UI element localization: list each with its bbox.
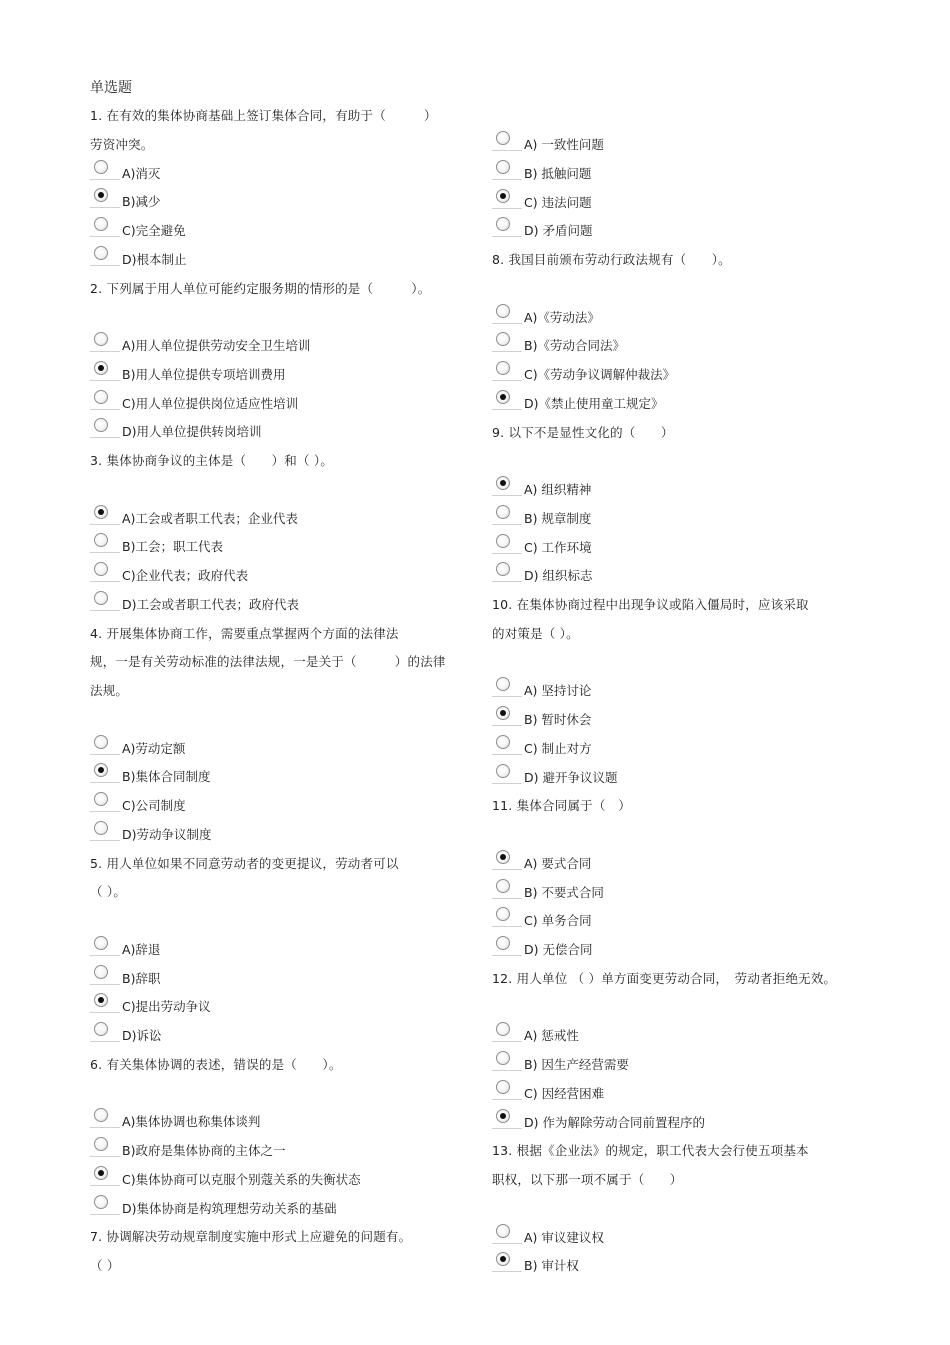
- radio-selected-dot-icon: [500, 394, 506, 400]
- radio-button[interactable]: [492, 761, 522, 784]
- question-text: 的对策是（ ）。: [492, 625, 579, 641]
- radio-button[interactable]: [90, 358, 120, 381]
- answer-option[interactable]: [492, 904, 892, 933]
- answer-option[interactable]: [90, 214, 490, 243]
- answer-option[interactable]: [90, 732, 490, 761]
- radio-circle-icon: [94, 1137, 108, 1151]
- radio-circle-icon: [94, 763, 108, 777]
- answer-option[interactable]: [492, 329, 892, 358]
- radio-button[interactable]: [492, 358, 522, 381]
- radio-button[interactable]: [492, 157, 522, 180]
- option-label: B)集体合同制度: [122, 769, 211, 785]
- answer-option[interactable]: [492, 732, 892, 761]
- option-label: C)公司制度: [122, 798, 186, 813]
- answer-option[interactable]: [492, 876, 892, 905]
- radio-selected-dot-icon: [98, 767, 104, 773]
- radio-button[interactable]: [492, 531, 522, 554]
- radio-circle-icon: [496, 706, 510, 720]
- answer-option[interactable]: [90, 530, 490, 559]
- option-label: C) 制止对方: [524, 740, 592, 756]
- radio-circle-icon: [94, 562, 108, 576]
- question-text: 法规。: [90, 683, 129, 698]
- radio-circle-icon: [94, 505, 108, 519]
- radio-button[interactable]: [90, 990, 120, 1013]
- answer-option[interactable]: [492, 1249, 892, 1278]
- radio-button[interactable]: [492, 732, 522, 755]
- radio-circle-icon: [94, 160, 108, 174]
- radio-button[interactable]: [90, 789, 120, 812]
- radio-button[interactable]: [492, 214, 522, 237]
- option-label: C) 工作环境: [524, 539, 592, 555]
- option-label: C) 单务合同: [524, 913, 592, 929]
- question-text: 11. 集体合同属于（ ）: [492, 798, 631, 814]
- answer-option[interactable]: [492, 1048, 892, 1077]
- option-label: C)提出劳动争议: [122, 999, 211, 1015]
- radio-button[interactable]: [90, 818, 120, 841]
- radio-button[interactable]: [90, 243, 120, 266]
- radio-button[interactable]: [90, 329, 120, 352]
- answer-option[interactable]: [90, 933, 490, 962]
- radio-circle-icon: [496, 476, 510, 490]
- option-label: B) 审计权: [524, 1258, 579, 1274]
- option-label: A)工会或者职工代表；企业代表: [122, 510, 298, 526]
- radio-circle-icon: [496, 907, 510, 921]
- radio-button[interactable]: [492, 502, 522, 525]
- radio-button[interactable]: [492, 559, 522, 582]
- option-label: B) 不要式合同: [524, 884, 604, 900]
- radio-circle-icon: [496, 332, 510, 346]
- radio-circle-icon: [496, 879, 510, 893]
- radio-button[interactable]: [492, 1048, 522, 1071]
- radio-button[interactable]: [492, 876, 522, 899]
- radio-circle-icon: [496, 160, 510, 174]
- question-text: （ ）: [90, 1258, 120, 1273]
- radio-circle-icon: [496, 131, 510, 145]
- radio-button[interactable]: [90, 588, 120, 611]
- radio-circle-icon: [496, 1080, 510, 1094]
- radio-button[interactable]: [90, 1192, 120, 1215]
- radio-circle-icon: [496, 1109, 510, 1123]
- question-text: 规，一是有关劳动标准的法律法规，一是关于（ ）的法律: [90, 654, 446, 670]
- option-label: D) 作为解除劳动合同前置程序的: [524, 1114, 705, 1130]
- answer-option[interactable]: [492, 1221, 892, 1250]
- option-label: A) 要式合同: [524, 855, 592, 871]
- option-label: B)减少: [122, 194, 161, 210]
- answer-option[interactable]: [90, 243, 490, 272]
- answer-option[interactable]: [492, 1019, 892, 1048]
- option-label: C)用人单位提供岗位适应性培训: [122, 395, 299, 411]
- radio-circle-icon: [94, 591, 108, 605]
- question-text: 12. 用人单位 （ ）单方面变更劳动合同， 劳动者拒绝无效。: [492, 970, 837, 986]
- option-label: B) 因生产经营需要: [524, 1057, 629, 1072]
- radio-circle-icon: [94, 418, 108, 432]
- radio-button[interactable]: [90, 559, 120, 582]
- answer-option[interactable]: [90, 760, 490, 789]
- radio-circle-icon: [94, 533, 108, 547]
- answer-option[interactable]: [492, 559, 892, 588]
- radio-button[interactable]: [90, 933, 120, 956]
- question-text: 8. 我国目前颁布劳动行政法规有（ ）。: [492, 252, 731, 267]
- option-label: D)劳动争议制度: [122, 826, 212, 842]
- radio-circle-icon: [94, 246, 108, 260]
- radio-circle-icon: [496, 764, 510, 778]
- option-label: D) 避开争议议题: [524, 769, 618, 785]
- radio-circle-icon: [94, 965, 108, 979]
- answer-option[interactable]: [90, 1105, 490, 1134]
- radio-circle-icon: [94, 1022, 108, 1036]
- radio-button[interactable]: [90, 185, 120, 208]
- radio-circle-icon: [496, 390, 510, 404]
- question-text: 4. 开展集体协商工作，需要重点掌握两个方面的法律法: [90, 625, 399, 641]
- radio-circle-icon: [94, 792, 108, 806]
- radio-circle-icon: [94, 821, 108, 835]
- option-label: D) 矛盾问题: [524, 223, 593, 239]
- question-text: （ ）。: [90, 884, 127, 900]
- radio-circle-icon: [94, 993, 108, 1007]
- answer-option[interactable]: [492, 358, 892, 387]
- radio-button[interactable]: [492, 473, 522, 496]
- option-label: D)根本制止: [122, 251, 187, 267]
- radio-button[interactable]: [90, 415, 120, 438]
- radio-button[interactable]: [492, 329, 522, 352]
- question-text: 劳资冲突。: [90, 136, 154, 152]
- radio-circle-icon: [496, 304, 510, 318]
- option-label: B)工会；职工代表: [122, 539, 223, 555]
- radio-selected-dot-icon: [500, 854, 506, 860]
- radio-button[interactable]: [492, 301, 522, 324]
- radio-circle-icon: [496, 505, 510, 519]
- option-label: A) 坚持讨论: [524, 683, 592, 699]
- option-label: B)用人单位提供专项培训费用: [122, 366, 286, 382]
- radio-circle-icon: [496, 677, 510, 691]
- radio-button[interactable]: [492, 1221, 522, 1244]
- radio-selected-dot-icon: [500, 710, 506, 716]
- option-label: D)用人单位提供转岗培训: [122, 424, 262, 440]
- radio-button[interactable]: [90, 760, 120, 783]
- option-label: D)诉讼: [122, 1028, 162, 1043]
- option-label: A)辞退: [122, 941, 161, 957]
- radio-selected-dot-icon: [500, 1256, 506, 1262]
- answer-option[interactable]: [90, 329, 490, 358]
- radio-circle-icon: [94, 390, 108, 404]
- option-label: C) 违法问题: [524, 194, 592, 210]
- option-label: B) 抵触问题: [524, 165, 592, 181]
- radio-circle-icon: [496, 189, 510, 203]
- radio-circle-icon: [94, 361, 108, 375]
- option-label: C) 因经营困难: [524, 1085, 605, 1101]
- radio-button[interactable]: [492, 703, 522, 726]
- answer-option[interactable]: [492, 1077, 892, 1106]
- option-label: A)劳动定额: [122, 740, 186, 756]
- radio-button[interactable]: [90, 732, 120, 755]
- answer-option[interactable]: [90, 1192, 490, 1221]
- option-label: A)用人单位提供劳动安全卫生培训: [122, 338, 311, 353]
- question-text: 10. 在集体协商过程中出现争议或陷入僵局时，应该采取: [492, 597, 809, 612]
- option-label: B) 暂时休会: [524, 712, 592, 727]
- option-label: A)《劳动法》: [524, 309, 600, 325]
- radio-selected-dot-icon: [500, 480, 506, 486]
- answer-option[interactable]: [492, 933, 892, 962]
- answer-option[interactable]: [492, 301, 892, 330]
- radio-selected-dot-icon: [98, 192, 104, 198]
- answer-option[interactable]: [90, 962, 490, 991]
- answer-option[interactable]: [90, 789, 490, 818]
- radio-selected-dot-icon: [500, 1113, 506, 1119]
- answer-option[interactable]: [90, 1163, 490, 1192]
- radio-circle-icon: [496, 1252, 510, 1266]
- radio-button[interactable]: [492, 674, 522, 697]
- question-text: 1. 在有效的集体协商基础上签订集体合同，有助于（ ）: [90, 108, 437, 123]
- answer-option[interactable]: [492, 531, 892, 560]
- radio-circle-icon: [94, 1108, 108, 1122]
- question-text: 6. 有关集体协调的表述，错误的是（ ）。: [90, 1056, 342, 1072]
- radio-circle-icon: [496, 936, 510, 950]
- answer-option[interactable]: [492, 703, 892, 732]
- radio-selected-dot-icon: [98, 509, 104, 515]
- answer-option[interactable]: [492, 186, 892, 215]
- radio-button[interactable]: [90, 1019, 120, 1042]
- answer-option[interactable]: [492, 214, 892, 243]
- radio-button[interactable]: [492, 1019, 522, 1042]
- radio-circle-icon: [496, 217, 510, 231]
- radio-circle-icon: [496, 361, 510, 375]
- radio-circle-icon: [496, 1224, 510, 1238]
- answer-option[interactable]: [492, 674, 892, 703]
- radio-button[interactable]: [90, 1134, 120, 1157]
- radio-button[interactable]: [90, 214, 120, 237]
- answer-option[interactable]: [90, 358, 490, 387]
- radio-circle-icon: [94, 1166, 108, 1180]
- radio-button[interactable]: [492, 1077, 522, 1100]
- question-text: 2. 下列属于用人单位可能约定服务期的情形的是（ ）。: [90, 280, 431, 296]
- radio-button[interactable]: [492, 128, 522, 151]
- answer-option[interactable]: [492, 473, 892, 502]
- option-label: C)企业代表；政府代表: [122, 568, 249, 583]
- answer-option[interactable]: [492, 1106, 892, 1135]
- radio-circle-icon: [496, 850, 510, 864]
- answer-option[interactable]: [90, 818, 490, 847]
- radio-button[interactable]: [492, 904, 522, 927]
- answer-option[interactable]: [90, 990, 490, 1019]
- answer-option[interactable]: [492, 387, 892, 416]
- radio-button[interactable]: [90, 1163, 120, 1186]
- option-label: B)辞职: [122, 970, 161, 986]
- option-label: C)集体协商可以克服个别蔻关系的失衡状态: [122, 1171, 361, 1187]
- answer-option[interactable]: [492, 847, 892, 876]
- answer-option[interactable]: [492, 761, 892, 790]
- option-label: A)消灭: [122, 165, 161, 181]
- answer-option[interactable]: [492, 502, 892, 531]
- radio-button[interactable]: [492, 387, 522, 410]
- option-label: D) 组织标志: [524, 568, 593, 584]
- radio-circle-icon: [94, 217, 108, 231]
- radio-button[interactable]: [492, 933, 522, 956]
- radio-button[interactable]: [90, 387, 120, 410]
- option-label: B) 规章制度: [524, 510, 592, 526]
- option-label: A)集体协调也称集体谈判: [122, 1114, 261, 1130]
- answer-option[interactable]: [492, 128, 892, 157]
- radio-circle-icon: [94, 1195, 108, 1209]
- radio-button[interactable]: [492, 186, 522, 209]
- radio-button[interactable]: [492, 847, 522, 870]
- option-label: A) 审议建议权: [524, 1229, 604, 1245]
- radio-button[interactable]: [90, 502, 120, 525]
- question-text: 13. 根据《企业法》的规定，职工代表大会行使五项基本: [492, 1143, 809, 1159]
- radio-circle-icon: [496, 1022, 510, 1036]
- option-label: C)《劳动争议调解仲裁法》: [524, 367, 676, 382]
- radio-button[interactable]: [90, 1105, 120, 1128]
- radio-selected-dot-icon: [98, 1170, 104, 1176]
- answer-option[interactable]: [90, 588, 490, 617]
- question-text: 9. 以下不是显性文化的（ ）: [492, 424, 674, 440]
- radio-selected-dot-icon: [98, 365, 104, 371]
- option-label: A) 一致性问题: [524, 137, 604, 152]
- radio-circle-icon: [496, 562, 510, 576]
- section-heading: 单选题: [90, 80, 132, 96]
- option-label: C)完全避免: [122, 223, 186, 238]
- radio-circle-icon: [94, 332, 108, 346]
- option-label: A) 惩戒性: [524, 1028, 579, 1044]
- answer-option[interactable]: [90, 502, 490, 531]
- answer-option[interactable]: [90, 1134, 490, 1163]
- radio-circle-icon: [496, 735, 510, 749]
- radio-circle-icon: [496, 534, 510, 548]
- radio-button[interactable]: [90, 157, 120, 180]
- answer-option[interactable]: [90, 185, 490, 214]
- question-text: 5. 用人单位如果不同意劳动者的变更提议，劳动者可以: [90, 855, 399, 871]
- radio-circle-icon: [94, 936, 108, 950]
- answer-option[interactable]: [90, 157, 490, 186]
- radio-circle-icon: [94, 188, 108, 202]
- answer-option[interactable]: [90, 387, 490, 416]
- radio-circle-icon: [496, 1051, 510, 1065]
- question-text: 7. 协调解决劳动规章制度实施中形式上应避免的问题有。: [90, 1229, 412, 1245]
- answer-option[interactable]: [90, 559, 490, 588]
- radio-button[interactable]: [492, 1249, 522, 1272]
- option-label: B)政府是集体协商的主体之一: [122, 1143, 286, 1158]
- answer-option[interactable]: [492, 157, 892, 186]
- option-label: D)工会或者职工代表；政府代表: [122, 596, 300, 612]
- radio-button[interactable]: [90, 962, 120, 985]
- answer-option[interactable]: [90, 1019, 490, 1048]
- radio-button[interactable]: [492, 1106, 522, 1129]
- answer-option[interactable]: [90, 415, 490, 444]
- option-label: D)《禁止使用童工规定》: [524, 395, 664, 411]
- radio-button[interactable]: [90, 530, 120, 553]
- option-label: D)集体协商是构筑理想劳动关系的基础: [122, 1200, 337, 1216]
- option-label: D) 无偿合同: [524, 942, 593, 957]
- radio-selected-dot-icon: [500, 193, 506, 199]
- option-label: A) 组织精神: [524, 482, 592, 497]
- question-text: 职权，以下那一项不属于（ ）: [492, 1172, 683, 1187]
- question-text: 3. 集体协商争议的主体是（ ）和（ ）。: [90, 453, 334, 468]
- option-label: B)《劳动合同法》: [524, 338, 625, 354]
- radio-selected-dot-icon: [98, 997, 104, 1003]
- radio-circle-icon: [94, 735, 108, 749]
